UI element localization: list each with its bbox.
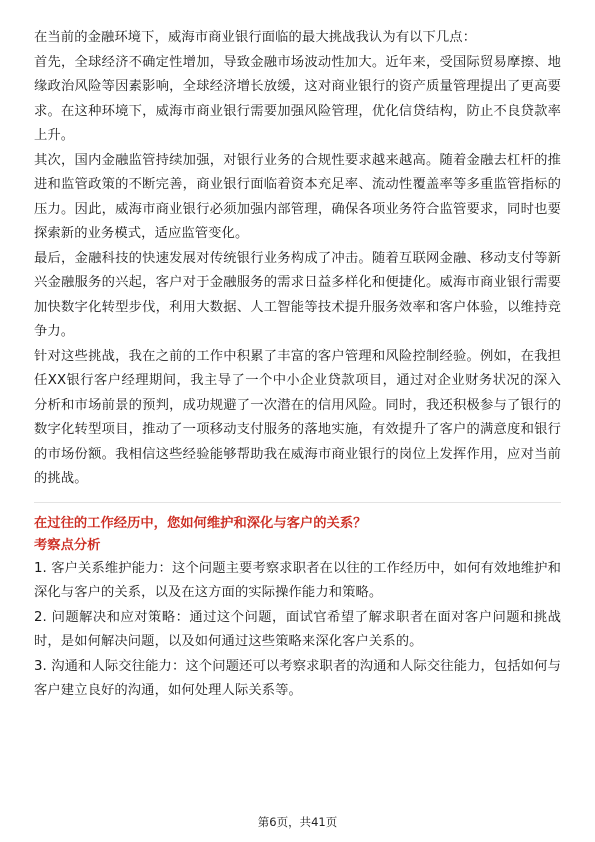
page-number: 第6页，共41页 <box>257 815 338 829</box>
page-content <box>34 26 561 704</box>
analysis-title: 考察点分析 <box>34 537 101 553</box>
intro-paragraph: 最后，金融科技的快速发展对传统银行业务构成了冲击。随着互联网金融、移动支付等新兴金融服务的兴起，客户对于金融服务的需求日益多样化和便捷化。威海市商业银行需要加快数字化转型步伐，利用大数据、人工智能等技术提升服务效率和客户体验，以维持竞争力。 <box>34 250 561 339</box>
intro-paragraph: 在当前的金融环境下，威海市商业银行面临的最大挑战我认为有以下几点： <box>34 30 477 45</box>
section-divider <box>34 502 561 503</box>
analysis-item: 1. 客户关系维护能力：这个问题主要考察求职者在以往的工作经历中，如何有效地维护和深化与客户的关系，以及在这方面的实际操作能力和策略。 <box>34 560 561 600</box>
intro-paragraph: 针对这些挑战，我在之前的工作中积累了丰富的客户管理和风险控制经验。例如，在我担任XX银行客户经理期间，我主导了一个中小企业贷款项目，通过对企业财务状况的深入分析和市场前景的预判，成功规避了一次潜在的信用风险。同时，我还积极参与了银行的数字化转型项目，推动了一项移动支付服务的落地实施，有效提升了客户的满意度和银行的市场份额。我相信这些经验能够帮助我在威海市商业银行的岗位上发挥作用，应对当前的挑战。 <box>34 348 561 486</box>
intro-paragraph: 其次，国内金融监管持续加强，对银行业务的合规性要求越来越高。随着金融去杠杆的推进和监管政策的不断完善，商业银行面临着资本充足率、流动性覆盖率等多重监管指标的压力。因此，威海市商业银行必须加强内部管理，确保各项业务符合监管要求，同时也要探索新的业务模式，适应监管变化。 <box>34 152 561 241</box>
analysis-item: 2. 问题解决和应对策略：通过这个问题，面试官希望了解求职者在面对客户问题和挑战时，是如何解决问题，以及如何通过这些策略来深化客户关系的。 <box>34 609 561 649</box>
intro-paragraph: 首先，全球经济不确定性增加，导致金融市场波动性加大。近年来，受国际贸易摩擦、地缘政治风险等因素影响，全球经济增长放缓，这对商业银行的资产质量管理提出了更高要求。在这种环境下，威海市商业银行需要加强风险管理，优化信贷结构，防止不良贷款率上升。 <box>34 54 561 143</box>
analysis-item: 3. 沟通和人际交往能力：这个问题还可以考察求职者的沟通和人际交往能力，包括如何与客户建立良好的沟通，如何处理人际关系等。 <box>34 658 561 698</box>
question-heading: 在过往的工作经历中，您如何维护和深化与客户的关系？ <box>34 515 367 531</box>
